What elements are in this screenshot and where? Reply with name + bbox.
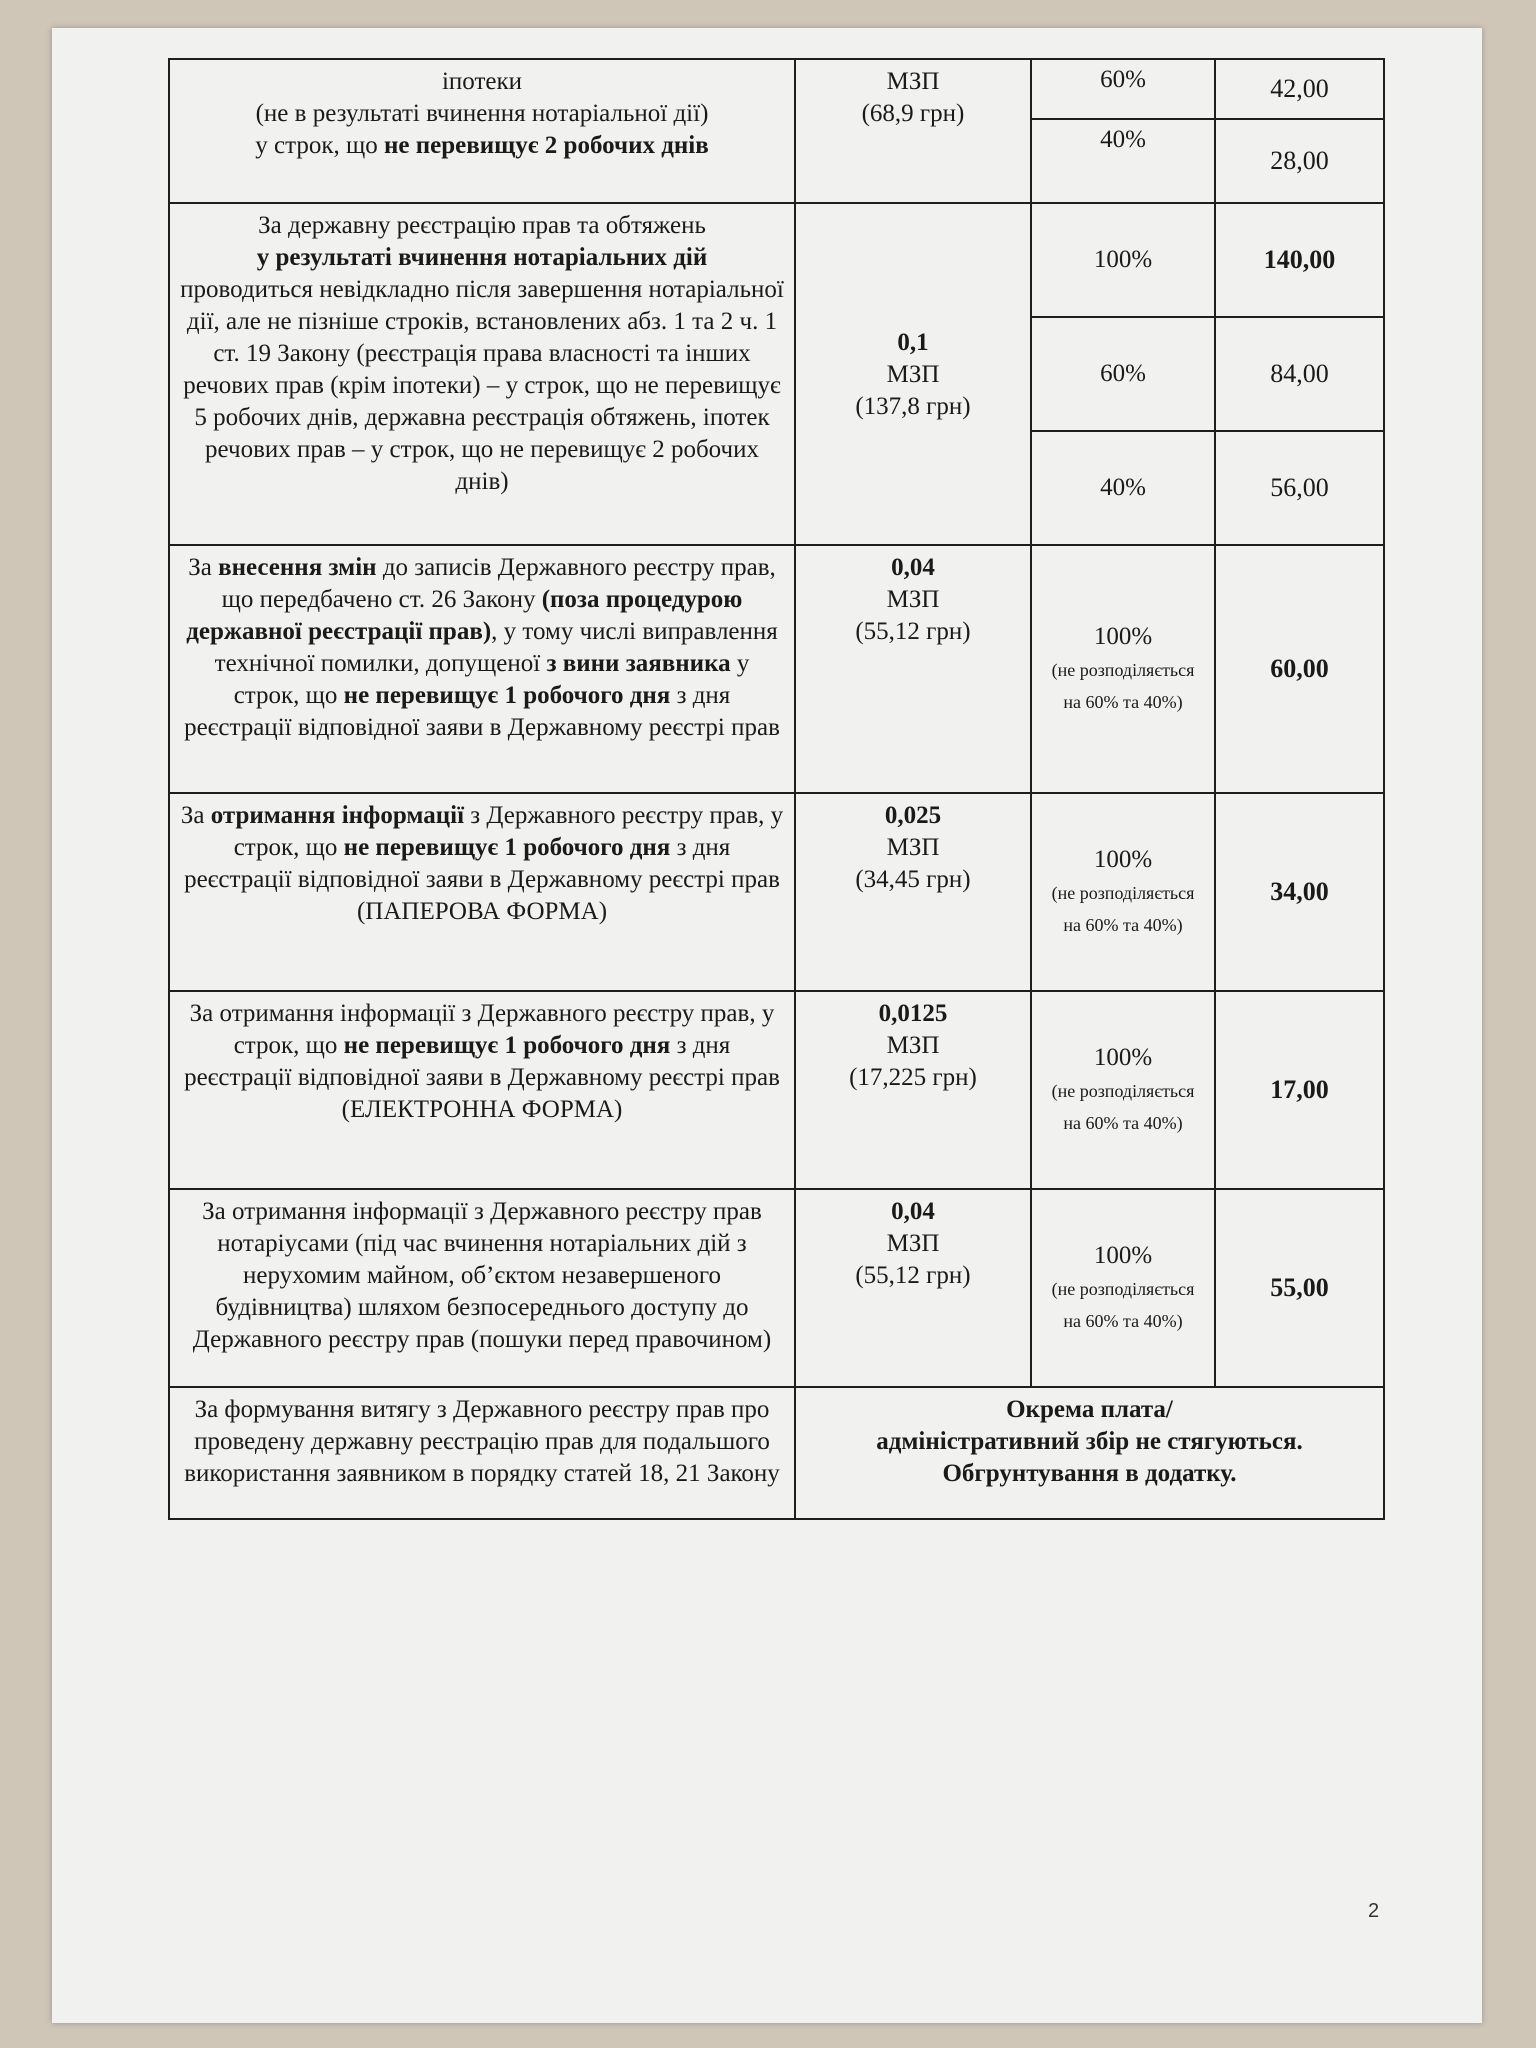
base-unit: МЗП <box>886 834 940 861</box>
note-line: Окрема плата/ <box>1006 1396 1173 1423</box>
base-uah: (68,9 грн) <box>861 100 965 127</box>
desc-text: проводиться невідкладно після завершення нотаріальної дії, але не пізніше строків, встановлених абз. 1 та 2 ч. 1 ст. 19 Закону (реєстрація права власності та інших речових прав (крім іпотеки) – у строк, що не перевищує 5 робочих днів, державна реєстрація обтяжень, іпотек речових прав – у строк, що не перевищує 2 робочих днів) <box>180 276 784 495</box>
table-row <box>169 203 1384 317</box>
share-cell <box>1031 1189 1215 1387</box>
share-pct: 100% <box>1093 1242 1153 1269</box>
share-note: (не розподіляється на 60% та 40%) <box>1051 1279 1195 1331</box>
fee-amount: 42,00 <box>1215 59 1384 119</box>
share-pct: 40% <box>1031 119 1215 203</box>
base-unit: МЗП <box>886 1032 940 1059</box>
note-line: адміністративний збір не стягуються. <box>876 1428 1303 1455</box>
share-pct: 40% <box>1031 431 1215 545</box>
service-description <box>169 793 795 991</box>
service-description <box>169 59 795 203</box>
desc-text: За <box>188 554 219 581</box>
desc-text-bold: у результаті вчинення нотаріальних дій <box>256 244 708 271</box>
share-pct: 100% <box>1093 846 1153 873</box>
fee-table <box>168 58 1385 1520</box>
service-description <box>169 991 795 1189</box>
desc-text: з дня реєстрації відповідної заяви в Державному реєстрі прав <box>184 1032 780 1091</box>
table-row <box>169 545 1384 793</box>
desc-text: (не в результаті вчинення нотаріальної дії) <box>255 100 709 127</box>
share-pct: 100% <box>1031 203 1215 317</box>
desc-text: до записів Державного реєстру прав, що передбачено ст. 26 Закону <box>221 554 776 613</box>
desc-text: з дня реєстрації відповідної заяви в Державному реєстрі прав <box>184 682 780 741</box>
desc-text-bold: не перевищує 1 робочого дня <box>343 834 671 861</box>
fee-amount: 84,00 <box>1215 317 1384 431</box>
base-uah: (34,45 грн) <box>855 866 971 893</box>
base-coef: 0,025 <box>884 802 942 829</box>
service-description: За отримання інформації з Державного реєстру прав нотаріусами (під час вчинення нотаріальних дій з нерухомим майном, об’єктом незавершеного будівництва) шляхом безпосереднього доступу до Державного реєстру прав (пошуки перед правочином) <box>169 1189 795 1387</box>
desc-text: За отримання інформації з Державного реєстру прав, у строк, що <box>189 1000 775 1059</box>
base-unit: МЗП <box>886 68 940 95</box>
note-line: Обгрунтування в додатку. <box>942 1460 1237 1487</box>
desc-text-bold: отримання інформації <box>210 802 465 829</box>
base-uah: (17,225 грн) <box>849 1064 977 1091</box>
fee-amount: 60,00 <box>1215 545 1384 793</box>
table-row <box>169 59 1384 119</box>
fee-amount: 17,00 <box>1215 991 1384 1189</box>
desc-text: іпотеки <box>441 68 523 95</box>
fee-amount: 140,00 <box>1215 203 1384 317</box>
fee-base <box>795 545 1031 793</box>
desc-text-bold: внесення змін <box>218 554 377 581</box>
desc-text: з Державного реєстру прав, у строк, що <box>233 802 784 861</box>
base-unit: МЗП <box>886 361 940 388</box>
table-row <box>169 1189 1384 1387</box>
service-description: За формування витягу з Державного реєстру прав про проведену державну реєстрацію прав для подальшого використання заявником в порядку статей 18, 21 Закону <box>169 1387 795 1519</box>
base-coef: 0,04 <box>891 1198 935 1225</box>
desc-text-bold: не перевищує 2 робочих днів <box>383 132 709 159</box>
share-pct: 100% <box>1093 623 1153 650</box>
base-coef: 0,04 <box>891 554 935 581</box>
desc-text-bold: (поза процедурою державної реєстрації прав) <box>186 586 743 645</box>
fee-base <box>795 59 1031 203</box>
service-description <box>169 545 795 793</box>
base-uah: (55,12 грн) <box>855 618 971 645</box>
share-cell <box>1031 545 1215 793</box>
share-note: (не розподіляється на 60% та 40%) <box>1051 883 1195 935</box>
desc-text: За державну реєстрацію прав та обтяжень <box>258 212 706 239</box>
page-number: 2 <box>1368 1900 1380 1922</box>
desc-text: у строк, що <box>233 650 750 709</box>
desc-text-bold: не перевищує 1 робочого дня <box>343 1032 671 1059</box>
fee-amount: 56,00 <box>1215 431 1384 545</box>
table-row <box>169 793 1384 991</box>
base-uah: (137,8 грн) <box>855 393 971 420</box>
fee-amount: 55,00 <box>1215 1189 1384 1387</box>
document-page <box>52 28 1482 2023</box>
base-uah: (55,12 грн) <box>855 1262 971 1289</box>
base-unit: МЗП <box>886 1230 940 1257</box>
desc-text-bold: не перевищує 1 робочого дня <box>343 682 671 709</box>
share-pct: 60% <box>1031 317 1215 431</box>
desc-text: у строк, що <box>255 132 384 159</box>
fee-base <box>795 793 1031 991</box>
share-cell <box>1031 793 1215 991</box>
base-coef: 0,1 <box>897 329 929 356</box>
desc-text: , у тому числі виправлення технічної помилки, допущеної <box>214 618 778 677</box>
fee-base <box>795 203 1031 545</box>
table-row <box>169 1387 1384 1519</box>
share-note: (не розподіляється на 60% та 40%) <box>1051 660 1195 712</box>
table-row <box>169 991 1384 1189</box>
desc-form-label: (ПАПЕРОВА ФОРМА) <box>356 898 608 925</box>
fee-amount: 34,00 <box>1215 793 1384 991</box>
fee-base <box>795 991 1031 1189</box>
desc-form-label: (ЕЛЕКТРОННА ФОРМА) <box>341 1096 623 1123</box>
service-description <box>169 203 795 545</box>
share-pct: 100% <box>1093 1044 1153 1071</box>
desc-text: з дня реєстрації відповідної заяви в Державному реєстрі прав <box>184 834 780 893</box>
desc-text-bold: з вини заявника <box>546 650 731 677</box>
merged-note <box>795 1387 1384 1519</box>
fee-amount: 28,00 <box>1215 119 1384 203</box>
base-coef: 0,0125 <box>878 1000 948 1027</box>
share-cell <box>1031 991 1215 1189</box>
base-unit: МЗП <box>886 586 940 613</box>
fee-base <box>795 1189 1031 1387</box>
share-pct: 60% <box>1031 59 1215 119</box>
desc-text: За <box>180 802 211 829</box>
share-note: (не розподіляється на 60% та 40%) <box>1051 1081 1195 1133</box>
